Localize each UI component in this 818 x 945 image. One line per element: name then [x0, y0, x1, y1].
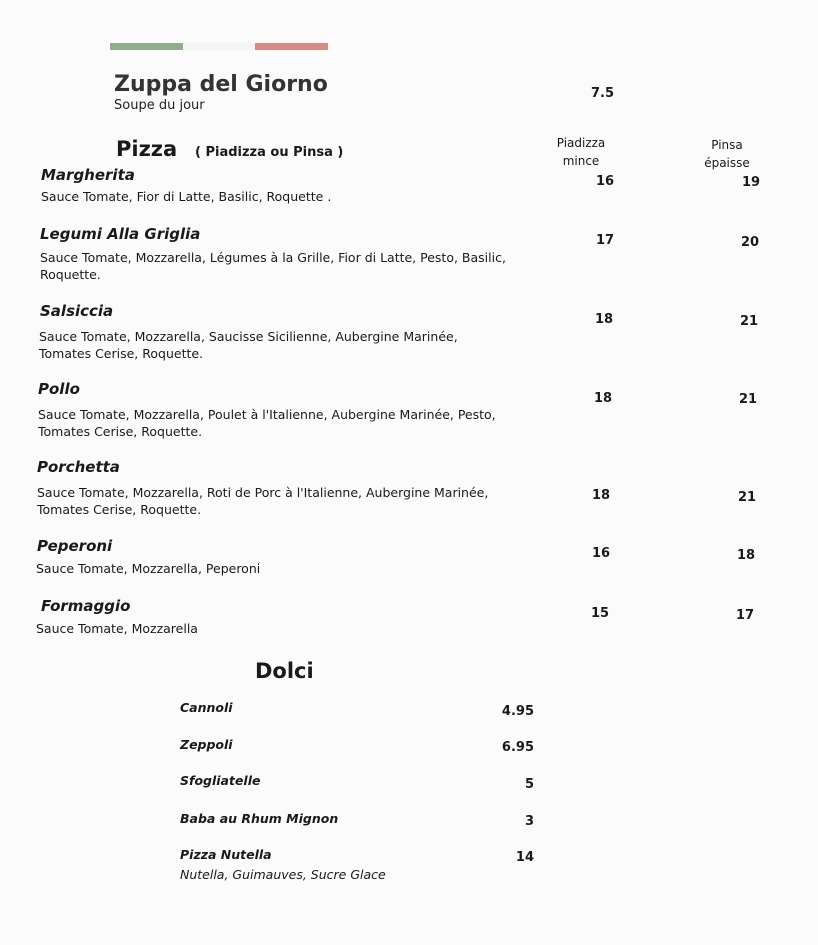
dessert-name: Baba au Rhum Mignon	[180, 811, 339, 826]
price-piadizza: 18	[594, 391, 613, 406]
dessert-price: 14	[515, 850, 534, 865]
column-header-line: épaisse	[704, 156, 750, 170]
pizza-section-subtitle: ( Piadizza ou Pinsa )	[195, 145, 344, 160]
pizza-description: Sauce Tomate, Fior di Latte, Basilic, Roquette .	[41, 189, 332, 204]
price-piadizza: 17	[596, 233, 615, 248]
column-header-piadizza	[548, 134, 614, 170]
price-pinsa: 17	[736, 608, 755, 623]
price-pinsa: 21	[740, 314, 759, 329]
pizza-name: Legumi Alla Griglia	[40, 225, 201, 243]
dessert-name: Pizza Nutella	[180, 847, 272, 862]
pizza-name: Margherita	[41, 166, 135, 184]
pizza-name: Porchetta	[37, 458, 120, 476]
dessert-name: Cannoli	[180, 700, 233, 715]
dessert-name: Zeppoli	[180, 737, 233, 752]
dessert-price: 5	[524, 777, 534, 792]
dessert-name: Sfogliatelle	[180, 773, 261, 788]
column-header-line: Pinsa	[711, 138, 743, 152]
price-piadizza: 18	[592, 488, 611, 503]
pizza-description: Sauce Tomate, Mozzarella, Poulet à l'Italienne, Aubergine Marinée, Pesto, Tomates Cerise, Roquette.	[38, 407, 496, 439]
flag-white	[183, 43, 256, 50]
column-header-pinsa	[695, 136, 759, 172]
dessert-price: 4.95	[501, 704, 534, 719]
price-piadizza: 16	[592, 546, 611, 561]
price-pinsa: 20	[741, 235, 760, 250]
zuppa-subtitle: Soupe du jour	[114, 98, 205, 113]
pizza-description: Sauce Tomate, Mozzarella, Peperoni	[36, 561, 261, 576]
price-pinsa: 18	[737, 548, 756, 563]
price-piadizza: 18	[595, 312, 614, 327]
pizza-description: Sauce Tomate, Mozzarella	[36, 621, 198, 636]
pizza-description: Sauce Tomate, Mozzarella, Légumes à la Grille, Fior di Latte, Pesto, Basilic, Roquette.	[40, 250, 506, 282]
price-pinsa: 21	[738, 490, 757, 505]
pizza-name: Pollo	[38, 380, 80, 398]
pizza-name: Formaggio	[41, 597, 131, 615]
price-pinsa: 21	[739, 392, 758, 407]
dessert-price: 3	[524, 814, 534, 829]
italian-flag-bar	[110, 43, 328, 50]
flag-red	[255, 43, 328, 50]
price-piadizza: 16	[596, 174, 615, 189]
dessert-price: 6.95	[501, 740, 534, 755]
dessert-description: Nutella, Guimauves, Sucre Glace	[180, 867, 386, 882]
pizza-description: Sauce Tomate, Mozzarella, Roti de Porc à l'Italienne, Aubergine Marinée, Tomates Cerise, Roquette.	[37, 485, 489, 517]
flag-green	[110, 43, 183, 50]
zuppa-title: Zuppa del Giorno	[114, 72, 328, 97]
dolci-section-title: Dolci	[255, 659, 314, 683]
price-pinsa: 19	[742, 175, 761, 190]
pizza-name: Peperoni	[37, 537, 113, 555]
column-header-line: mince	[562, 154, 600, 168]
pizza-section-title: Pizza	[116, 137, 178, 161]
price-piadizza: 15	[591, 606, 610, 621]
column-header-line: Piadizza	[556, 136, 606, 150]
zuppa-price: 7.5	[591, 86, 615, 101]
pizza-name: Salsiccia	[40, 302, 114, 320]
pizza-description: Sauce Tomate, Mozzarella, Saucisse Sicilienne, Aubergine Marinée, Tomates Cerise, Roquette.	[39, 329, 458, 361]
